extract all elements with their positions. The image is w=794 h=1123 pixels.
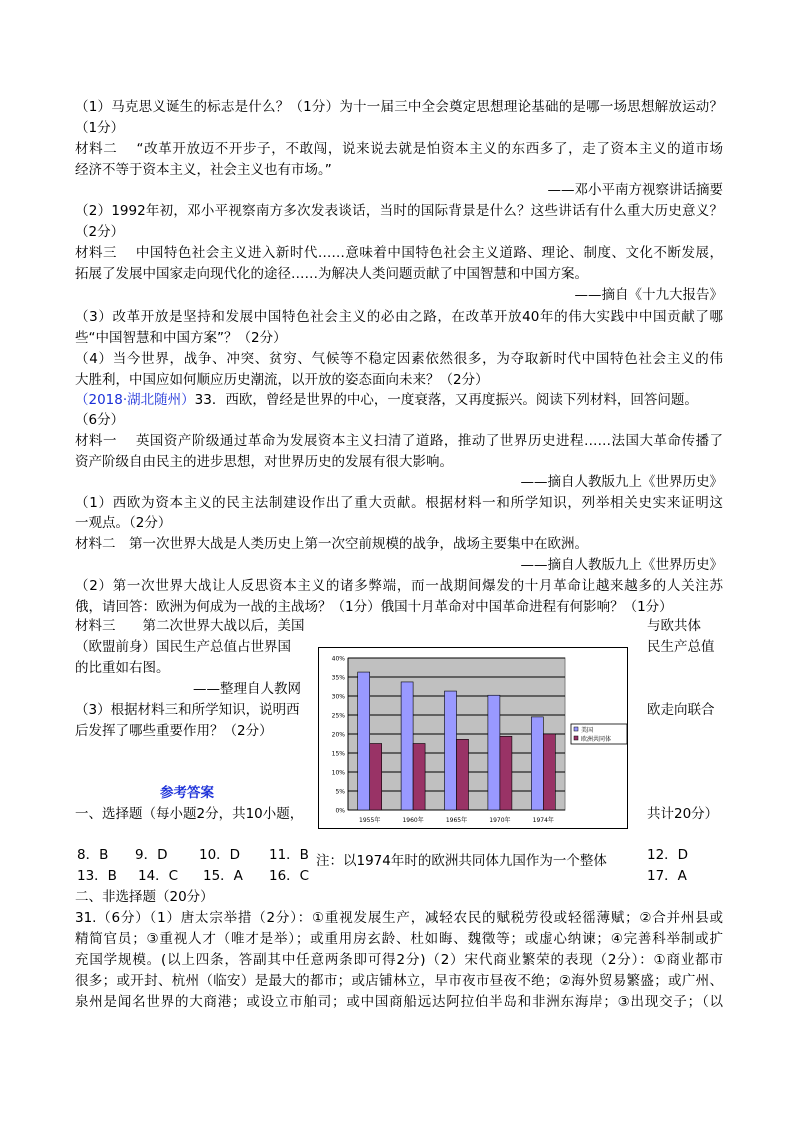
text-line: （2分）	[75, 224, 125, 240]
x-tick-label: 1960年	[402, 817, 424, 824]
text-line: 大胜利，中国应如何顺应历史潮流，以开放的姿态面向未来？（2分）	[75, 372, 489, 388]
text-line: （2）第一次世界大战让人反思资本主义的诸多弊端，而一战期间爆发的十月革命让越来越多的人关注苏	[75, 578, 723, 594]
x-tick-label: 1965年	[445, 817, 468, 824]
bar-eec	[500, 736, 512, 810]
question-33-intro: 33．西欧，曾经是世界的中心，一度衰落，又再度振兴。阅读下列材料，回答问题。	[194, 392, 698, 408]
answer-31-line: 精简官员；③重视人才（唯才是举）；或重用房玄龄、杜如晦、魏徵等；或虚心纳谏；④完善科举制或扩	[75, 931, 723, 947]
x-tick-label: 1955年	[359, 817, 381, 824]
text-line: 些“中国智慧和中国方案”？（2分）	[75, 330, 287, 346]
material3-line2: （欧盟前身）国民生产总值占世界国	[75, 639, 291, 655]
text-line: 材料二 “改革开放迈不开步子，不敢闯，说来说去就是怕资本主义的东西多了，走了资本主义的道市场	[75, 141, 723, 157]
x-tick-label: 1970年	[489, 817, 511, 824]
answer-13: 13．B	[77, 868, 117, 884]
gnp-share-chart	[318, 647, 628, 829]
source-tag: （2018·湖北随州）	[75, 392, 195, 408]
legend-swatch	[574, 736, 578, 740]
answer-8: 8．B	[77, 847, 109, 863]
y-tick-label: 35%	[331, 674, 345, 682]
text-line: 拓展了发展中国家走向现代化的途径……为解决人类问题贡献了中国智慧和中国方案。	[75, 266, 588, 282]
section2-title: 二、非选择题（20分）	[75, 889, 214, 905]
legend-label: 欧洲共同体	[581, 736, 612, 743]
bar-usa	[445, 691, 457, 810]
text-line: （1分）	[75, 120, 125, 136]
chart-svg	[319, 648, 629, 830]
y-tick-label: 5%	[335, 788, 345, 796]
material3-line1-right: 与欧共体	[647, 618, 701, 634]
y-tick-label: 25%	[331, 712, 345, 720]
bar-eec	[543, 734, 555, 810]
bar-usa	[358, 672, 370, 810]
text-line: （2）1992年初，邓小平视察南方多次发表谈话，当时的国际背景是什么？这些讲话有什么重大历史意义？	[75, 203, 723, 219]
text-line: （1）西欧为资本主义的民主法制建设作出了重大贡献。根据材料一和所学知识，列举相关史实来证明这	[75, 495, 723, 511]
text-line: （3）改革开放是坚持和发展中国特色社会主义的必由之路，在改革开放40年的伟大实践中中国贡献了哪	[75, 309, 723, 325]
y-tick-label: 10%	[331, 769, 345, 777]
text-line: （1）马克思义诞生的标志是什么？（1分）为十一届三中全会奠定思想理论基础的是哪一场思想解放运动？	[75, 99, 723, 115]
answer-16: 16．C	[269, 868, 310, 884]
text-line: 俄，请回答：欧洲为何成为一战的主战场？（1分）俄国十月革命对中国革命进程有何影响？（1分）	[75, 599, 673, 615]
legend-label: 美国	[581, 727, 594, 734]
bar-usa	[488, 695, 500, 810]
material3-line3: 的比重如右图。	[75, 660, 170, 676]
legend-swatch	[574, 727, 578, 731]
chart-note: 注：以1974年时的欧洲共同体九国作为一个整体	[316, 853, 607, 869]
bar-eec	[457, 739, 469, 810]
answer-14: 14．C	[138, 868, 179, 884]
text-line: 一观点。（2分）	[75, 515, 172, 531]
y-tick-label: 15%	[331, 750, 345, 758]
section1-title-end: 共计20分）	[647, 806, 719, 822]
section1-title: 一、选择题（每小题2分，共10小题，	[75, 806, 304, 822]
text-line: ——摘自《十九大报告》	[574, 287, 723, 303]
answer-31-line: 充国学规模。(以上四条，答副其中任意两条即可得2分)（2）宋代商业繁荣的表现（2分）：①商业都市	[75, 952, 723, 968]
answers-heading: 参考答案	[160, 785, 214, 801]
question3-line2: 后发挥了哪些重要作用？（2分）	[75, 723, 273, 739]
text-line: 资产阶级自由民主的进步思想，对世界历史的发展有很大影响。	[75, 454, 453, 470]
text-line: ——摘自人教版九上《世界历史》	[520, 557, 723, 573]
text-line	[75, 391, 723, 409]
text-line: 材料二 第一次世界大战是人类历史上第一次空前规模的战争，战场主要集中在欧洲。	[75, 536, 588, 552]
text-line: 经济不等于资本主义，社会主义也有市场。”	[75, 162, 332, 178]
answer-31-line: 很多；或开封、杭州（临安）是最大的都市；或店铺林立，早市夜市昼夜不绝；②海外贸易繁盛；或广州、	[75, 973, 723, 989]
answer-31-line: 泉州是闻名世界的大商港；或设立市舶司；或中国商船远达阿拉伯半岛和非洲东海岸；③出现交子；（以	[75, 994, 723, 1010]
text-line: （6分）	[75, 412, 125, 428]
text-line: 材料三 中国特色社会主义进入新时代……意味着中国特色社会主义道路、理论、制度、文化不断发展，	[75, 245, 723, 261]
answer-10: 10．D	[199, 847, 241, 863]
y-tick-label: 0%	[335, 807, 345, 815]
bar-eec	[370, 744, 382, 811]
text-line: ——摘自人教版九上《世界历史》	[520, 474, 723, 490]
material3-line2-right: 民生产总值	[647, 639, 715, 655]
answer-31-line: 31.（6分）（1）唐太宗举措（2分）：①重视发展生产，减轻农民的赋税劳役或轻徭薄赋；②合并州县或	[75, 910, 723, 926]
text-line: 材料一 英国资产阶级通过革命为发展资本主义扫清了道路，推动了世界历史进程……法国大革命传播了	[75, 433, 723, 449]
answer-17: 17．A	[647, 868, 687, 884]
question3-line1: （3）根据材料三和所学知识，说明西	[75, 702, 300, 718]
material3-source: ——整理自人教网	[193, 681, 301, 697]
answer-12: 12．D	[647, 847, 689, 863]
bar-usa	[531, 717, 543, 810]
answer-9: 9．D	[135, 847, 168, 863]
y-tick-label: 20%	[331, 731, 345, 739]
question3-line1-right: 欧走向联合	[647, 702, 715, 718]
bar-eec	[413, 744, 425, 811]
text-line: ——邓小平南方视察讲话摘要	[547, 182, 723, 198]
answer-11: 11．B	[269, 847, 309, 863]
text-line: （4）当今世界，战争、冲突、贫穷、气候等不稳定因素依然很多，为夺取新时代中国特色社会主义的伟	[75, 351, 723, 367]
x-tick-label: 1974年	[532, 817, 554, 824]
bar-usa	[401, 682, 413, 810]
material3-line1: 材料三 第二次世界大战以后，美国	[75, 618, 305, 634]
y-tick-label: 40%	[331, 655, 345, 663]
answer-15: 15．A	[203, 868, 243, 884]
y-tick-label: 30%	[331, 693, 345, 701]
